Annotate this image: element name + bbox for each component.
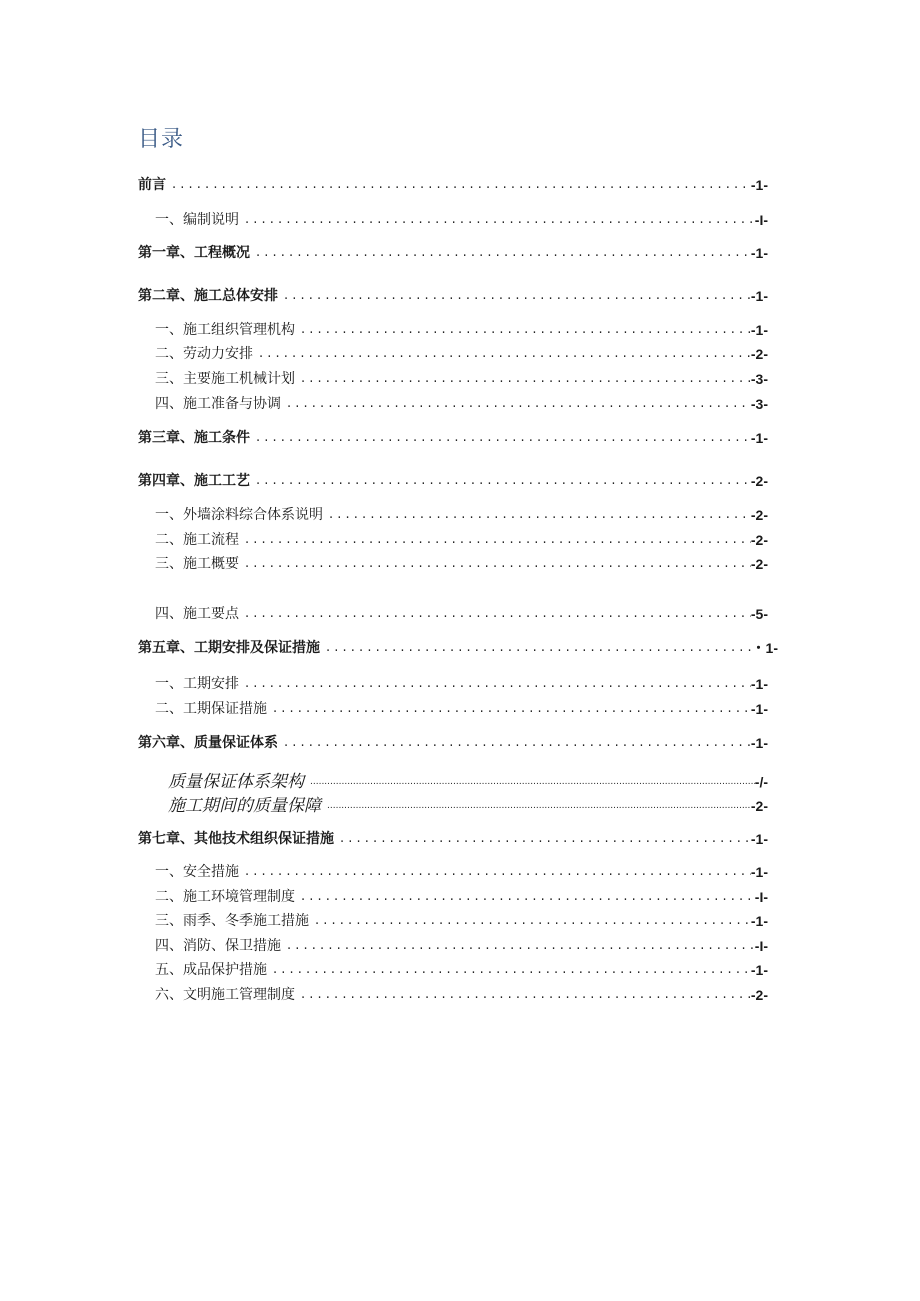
toc-entry-page: -1- bbox=[750, 831, 768, 847]
toc-entry-section[interactable] bbox=[155, 344, 768, 364]
toc-entry-label: 第五章、工期安排及保证措施 bbox=[138, 640, 320, 656]
toc-entry-label: 四、施工要点 bbox=[155, 606, 239, 622]
dot-leader bbox=[239, 210, 755, 230]
dot-leader bbox=[250, 428, 751, 448]
toc-entry-page: -5- bbox=[750, 606, 768, 622]
toc-entry-chapter[interactable] bbox=[138, 286, 768, 306]
toc-entry-label: 四、施工准备与协调 bbox=[155, 396, 281, 412]
dot-leader bbox=[334, 829, 751, 849]
toc-entry-label: 一、施工组织管理机构 bbox=[155, 322, 295, 338]
dot-leader bbox=[320, 638, 752, 658]
toc-entry-page: -2- bbox=[750, 987, 768, 1003]
dot-leader bbox=[281, 936, 755, 956]
toc-entry-label: 第四章、施工工艺 bbox=[138, 473, 250, 489]
toc-entry-label: 第七章、其他技术组织保证措施 bbox=[138, 831, 334, 847]
toc-entry-subsection[interactable] bbox=[168, 792, 768, 816]
toc-entry-label: 第六章、质量保证体系 bbox=[138, 735, 278, 751]
dot-leader bbox=[250, 471, 751, 491]
toc-entry-page: -1- bbox=[750, 864, 768, 880]
toc-entry-label: 二、施工环境管理制度 bbox=[155, 889, 295, 905]
toc-entry-section[interactable] bbox=[155, 394, 768, 414]
dot-leader bbox=[267, 960, 751, 980]
dot-leader bbox=[250, 243, 751, 263]
toc-entry-section[interactable] bbox=[155, 862, 768, 882]
toc-entry-page: ・1- bbox=[751, 640, 778, 656]
toc-entry-page: -1- bbox=[750, 322, 768, 338]
dot-leader bbox=[267, 699, 751, 719]
toc-entry-label: 二、施工流程 bbox=[155, 532, 239, 548]
toc-entry-page: -1- bbox=[750, 177, 768, 193]
toc-entry-section[interactable] bbox=[155, 369, 768, 389]
dot-leader bbox=[239, 554, 751, 574]
toc-entry-page: -2- bbox=[750, 556, 768, 572]
toc-entry-page: -1- bbox=[750, 676, 768, 692]
toc-entry-label: 第一章、工程概况 bbox=[138, 245, 250, 261]
toc-entry-label: 三、施工概要 bbox=[155, 556, 239, 572]
toc-entry-chapter[interactable] bbox=[138, 638, 778, 658]
toc-entry-label: 五、成品保护措施 bbox=[155, 962, 267, 978]
toc-entry-label: 第二章、施工总体安排 bbox=[138, 288, 278, 304]
toc-entry-page: -/- bbox=[754, 774, 768, 790]
toc-entry-label: 一、编制说明 bbox=[155, 212, 239, 228]
toc-entry-page: -2- bbox=[750, 473, 768, 489]
dot-leader bbox=[239, 674, 751, 694]
toc-entry-page: -3- bbox=[750, 396, 768, 412]
toc-entry-page: -1- bbox=[750, 962, 768, 978]
dot-leader bbox=[295, 320, 751, 340]
dot-leader bbox=[281, 394, 751, 414]
toc-entry-page: -1- bbox=[750, 913, 768, 929]
dot-leader bbox=[323, 505, 751, 525]
toc-entry-label: 一、安全措施 bbox=[155, 864, 239, 880]
toc-entry-label: 四、消防、保卫措施 bbox=[155, 938, 281, 954]
toc-entry-page: -1- bbox=[750, 701, 768, 717]
toc-entry-section[interactable] bbox=[155, 210, 768, 230]
dot-leader bbox=[253, 344, 751, 364]
toc-entry-page: -2- bbox=[750, 507, 768, 523]
toc-entry-label: 二、劳动力安排 bbox=[155, 346, 253, 362]
toc-entry-page: -I- bbox=[754, 938, 768, 954]
toc-entry-label: 三、主要施工机械计划 bbox=[155, 371, 295, 387]
toc-entry-label: 一、外墙涂料综合体系说明 bbox=[155, 507, 323, 523]
toc-entry-label: 六、文明施工管理制度 bbox=[155, 987, 295, 1003]
toc-entry-label: 第三章、施工条件 bbox=[138, 430, 250, 446]
dot-leader bbox=[166, 175, 751, 195]
dot-leader bbox=[321, 796, 751, 816]
dot-leader bbox=[295, 369, 751, 389]
toc-entry-chapter[interactable] bbox=[138, 428, 768, 448]
toc-entry-section[interactable] bbox=[155, 604, 768, 624]
toc-entry-page: -2- bbox=[750, 346, 768, 362]
dot-leader bbox=[239, 604, 751, 624]
toc-entry-label: 质量保证体系架构 bbox=[168, 772, 304, 792]
toc-entry-section[interactable] bbox=[155, 320, 768, 340]
dot-leader bbox=[295, 887, 755, 907]
toc-entry-label: 二、工期保证措施 bbox=[155, 701, 267, 717]
toc-title: 目录 bbox=[138, 127, 185, 152]
dot-leader bbox=[239, 862, 751, 882]
toc-entry-section[interactable] bbox=[155, 554, 768, 574]
toc-entry-section[interactable] bbox=[155, 674, 768, 694]
dot-leader bbox=[295, 985, 751, 1005]
toc-entry-page: -1- bbox=[750, 430, 768, 446]
toc-entry-chapter[interactable] bbox=[138, 243, 768, 263]
toc-entry-section[interactable] bbox=[155, 985, 768, 1005]
toc-entry-label: 三、雨季、冬季施工措施 bbox=[155, 913, 309, 929]
toc-entry-page: -1- bbox=[750, 245, 768, 261]
toc-entry-page: -3- bbox=[750, 371, 768, 387]
toc-entry-page: -1- bbox=[750, 735, 768, 751]
toc-entry-page: -I- bbox=[754, 212, 768, 228]
toc-entry-chapter[interactable] bbox=[138, 471, 768, 491]
toc-entry-preface[interactable] bbox=[138, 175, 768, 195]
dot-leader bbox=[309, 911, 751, 931]
dot-leader bbox=[304, 772, 755, 792]
toc-entry-subsection[interactable] bbox=[168, 768, 768, 792]
toc-entry-chapter[interactable] bbox=[138, 829, 768, 849]
toc-entry-page: -I- bbox=[754, 889, 768, 905]
toc-entry-label: 施工期间的质量保障 bbox=[168, 796, 321, 816]
dot-leader bbox=[278, 733, 751, 753]
toc-entry-section[interactable] bbox=[155, 936, 768, 956]
toc-entry-section[interactable] bbox=[155, 505, 768, 525]
toc-entry-label: 一、工期安排 bbox=[155, 676, 239, 692]
toc-entry-section[interactable] bbox=[155, 887, 768, 907]
toc-entry-page: -1- bbox=[750, 288, 768, 304]
toc-entry-section[interactable] bbox=[155, 911, 768, 931]
dot-leader bbox=[239, 530, 751, 550]
toc-entry-section[interactable] bbox=[155, 530, 768, 550]
dot-leader bbox=[278, 286, 751, 306]
toc-entry-page: -2- bbox=[750, 532, 768, 548]
toc-entry-label: 前言 bbox=[138, 177, 166, 193]
toc-entry-section[interactable] bbox=[155, 960, 768, 980]
toc-entry-page: -2- bbox=[750, 798, 768, 814]
toc-entry-chapter[interactable] bbox=[138, 733, 768, 753]
toc-entry-section[interactable] bbox=[155, 699, 768, 719]
